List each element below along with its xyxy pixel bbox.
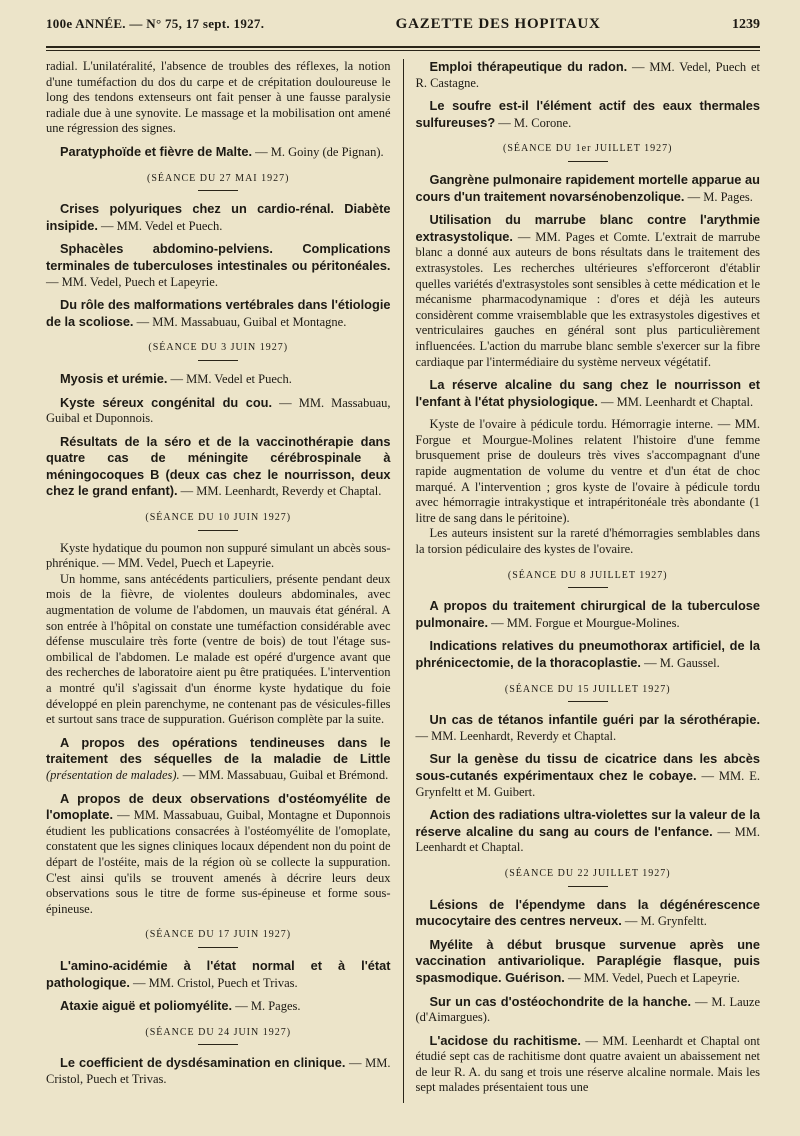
entry-authors: — M. Corone. xyxy=(498,115,572,130)
entry xyxy=(46,371,391,388)
page-header xyxy=(46,16,760,40)
entry xyxy=(46,998,391,1015)
session-heading: (SÉANCE DU 24 JUIN 1927) xyxy=(145,1026,292,1038)
right-column xyxy=(404,59,761,1103)
entry xyxy=(416,897,761,930)
entry-title: Lésions de l'épendyme dans la dégénérescence mucocytaire des centres nerveux. xyxy=(415,896,760,929)
entry-title: L'acidose du rachitisme. xyxy=(429,1032,581,1048)
entry xyxy=(416,712,761,744)
entry-title: Sur un cas d'ostéochondrite de la hanche. xyxy=(429,993,692,1009)
entry-title: Résultats de la séro et de la vaccinothérapie dans quatre cas de méningite cérébrospinale à méningocoques B (deux cas chez le nourrisson, deux chez le grand enfant). xyxy=(46,433,391,499)
entry-authors: — MM. Massabuau, Guibal et Brémond. xyxy=(182,767,389,782)
entry-title: A propos de deux observations d'ostéomyélite de l'omoplate. xyxy=(46,790,391,823)
entry-authors: — MM. Massabuau, Guibal, Montagne et Duponnois xyxy=(117,808,391,823)
journal-title: GAZETTE DES HOPITAUX xyxy=(395,16,601,32)
entry xyxy=(46,791,391,918)
entry-note: (présentation de malades). xyxy=(46,767,180,782)
session-heading: (SÉANCE DU 15 JUILLET 1927) xyxy=(504,683,671,695)
entry-title: Gangrène pulmonaire rapidement mortelle apparue au cours d'un traitement novarsénobenzolique. xyxy=(415,171,760,204)
entry xyxy=(416,598,761,631)
entry-title: Paratyphoïde et fièvre de Malte. xyxy=(60,143,253,159)
entry xyxy=(46,1055,391,1087)
session-rule xyxy=(568,587,608,588)
left-column xyxy=(46,59,403,1103)
session-rule xyxy=(198,530,238,531)
entry-authors: — MM. Forgue et Mourgue-Molines. xyxy=(491,615,680,630)
columns xyxy=(46,59,760,1103)
entry xyxy=(416,807,761,856)
session-heading: (SÉANCE DU 17 JUIN 1927) xyxy=(145,929,292,941)
entry-authors: — MM. Vedel, Puech et Lapeyrie. xyxy=(46,274,218,289)
entry-title: Kyste hydatique du poumon non suppuré simulant un abcès sous-phrénique. xyxy=(46,540,391,571)
session-rule xyxy=(198,1044,238,1045)
entry xyxy=(416,1033,761,1096)
entry-title: Sphacèles abdomino-pelviens. Complications terminales de tuberculoses intestinales ou péritonéales. xyxy=(46,241,391,273)
session-heading: (SÉANCE DU 27 MAI 1927) xyxy=(147,172,290,184)
session-heading: (SÉANCE DU 22 JUILLET 1927) xyxy=(504,867,671,879)
entry-title: L'amino-acidémie à l'état normal et à l'état pathologique. xyxy=(46,957,391,990)
entry xyxy=(46,297,391,330)
entry-authors: — MM. Vedel et Puech. xyxy=(101,218,223,233)
page-number: 1239 xyxy=(731,17,760,32)
session-rule xyxy=(568,161,608,162)
entry-title: Un cas de tétanos infantile guéri par la sérothérapie. xyxy=(429,712,760,728)
entry xyxy=(416,59,761,91)
entry-body: ont étudié sept cas de rachitisme dont quatre avaient un abaissement net de leur R. A. du sang et trois une réserve alcaline normale. Mais les sept malades présentaient tous une xyxy=(415,1033,760,1095)
entry-body: Les auteurs insistent sur la rareté d'hémorragies semblables dans la torsion pédiculaire des kystes de l'ovaire. xyxy=(415,526,760,557)
entry-authors: — M. Pages. xyxy=(235,999,301,1014)
entry-authors: — MM. Leenhardt, Reverdy et Chaptal. xyxy=(180,484,382,499)
session-heading: (SÉANCE DU 1er JUILLET 1927) xyxy=(503,143,673,155)
entry-title: Du rôle des malformations vertébrales dans l'étiologie de la scoliose. xyxy=(46,297,391,329)
entry xyxy=(416,98,761,131)
session-heading: (SÉANCE DU 3 JUIN 1927) xyxy=(148,342,289,354)
entry-title: Myosis et urémie. xyxy=(60,370,168,386)
entry xyxy=(416,937,761,987)
entry-authors: — MM. Vedel, Puech et R. Castagne. xyxy=(415,60,760,90)
entry-authors: — MM. Pages et Comte. xyxy=(517,229,651,244)
session-rule xyxy=(568,886,608,887)
entry-title: Le soufre est-il l'élément actif des eaux thermales sulfureuses? xyxy=(415,98,760,130)
entry-title: Kyste de l'ovaire à pédicule tordu. Hémorragie interne. xyxy=(429,417,714,432)
entry-authors: — MM. Vedel, Puech et Lapeyrie. xyxy=(102,556,275,571)
entry xyxy=(416,638,761,671)
entry-title: Sur la genèse du tissu de cicatrice dans les abcès sous-cutanés expérimentaux chez le cobaye. xyxy=(415,751,760,783)
entry-authors: — MM. Massabuau, Guibal et Montagne. xyxy=(136,314,347,329)
entry-authors: — M. Gaussel. xyxy=(644,656,720,670)
entry-title: Indications relatives du pneumothorax artificiel, de la phrénicectomie, de la thoracoplastie. xyxy=(415,638,760,670)
entry-body: étudient les publications consacrées à l'ostéomyélite de l'omoplate, constatent que les signes cliniques locaux dépendent non du point de départ de l'ostéite, mais de la région où se collecte la suppuration. C'est ainsi qu'ils se trouvent amenés à décrire leurs deux observations sous le titre de forme sus-épineuse et forme sous-épineuse. xyxy=(46,823,391,916)
entry xyxy=(416,377,761,410)
entry-authors: — MM. Cristol, Puech et Trivas. xyxy=(133,975,298,990)
entry-title: Emploi thérapeutique du radon. xyxy=(429,59,628,74)
entry-authors: — MM. Leenhardt et Chaptal. xyxy=(415,824,761,855)
entry xyxy=(46,735,391,784)
entry-authors: — MM. Leenhardt, Reverdy et Chaptal. xyxy=(415,728,617,743)
entry-authors: — M. Pages. xyxy=(687,189,753,204)
session-rule xyxy=(198,947,238,948)
entry-authors: — MM. Vedel, Puech et Lapeyrie. xyxy=(567,970,740,985)
entry-authors: — MM. Massabuau, Guibal et Duponnois. xyxy=(46,395,391,426)
session-rule xyxy=(198,360,238,361)
entry-authors: — MM. Leenhardt et Chaptal. xyxy=(601,394,754,409)
entry xyxy=(46,241,391,290)
entry xyxy=(416,994,761,1026)
entry xyxy=(46,144,391,161)
entry-authors: — M. Goiny (de Pignan). xyxy=(255,144,384,159)
entry xyxy=(46,395,391,427)
entry-body: Un homme, sans antécédents particuliers, présente pendant deux mois de la fièvre, de violentes douleurs abdominales, avec augmentation de volume de l'abdomen, un mauvais état général. A son entrée à l'hôpital on constate une tuméfaction considérable avec défense musculaire très forte (ventre de bois) de tout l'étage sus-ombilical de l'abdomen. Le malade est opéré d'urgence avant que des recherches de laboratoire aient pu être pratiquées. L'intervention a montré qu'il s'agissait d'un énorme kyste hydatique du foie développé en plein parenchyme, ne contenant pas de vésicules-filles et surtout sans trace de suppuration. Guérison complète par la suite. xyxy=(46,571,391,727)
session-rule xyxy=(568,701,608,702)
entry-title: Crises polyuriques chez un cardio-rénal. Diabète insipide. xyxy=(46,201,391,233)
entry-title: A propos des opérations tendineuses dans le traitement des séquelles de la maladie de Little xyxy=(46,734,391,767)
entry xyxy=(416,417,761,526)
entry-authors: — M. Lauze (d'Aimargues). xyxy=(415,994,760,1025)
entry-title: Utilisation du marrube blanc contre l'arythmie extrasystolique. xyxy=(415,212,760,244)
issue-info: 100e ANNÉE. — N° 75, 17 sept. 1927. xyxy=(46,16,265,31)
intro-paragraph: radial. L'unilatéralité, l'absence de troubles des réflexes, la notion d'une tuméfaction du dos du carpe et de crépitation douloureuse le long des tendons extenseurs ont fait penser à une fausse paralysie radiale due à une synovite. Le massage et la mobilisation ont amené une régression des signes. xyxy=(46,59,391,136)
entry-authors: — M. Grynfeltt. xyxy=(624,914,707,929)
entry-body: relatent l'histoire d'une femme brusquement prise de douleurs très vives s'accompagnant d'une rapide augmentation de volume du ventre et d'un état de choc marqué. A l'intervention ; gros kyste de l'ovaire à pédicule tordu avec hémorragie intrakystique et intrapéritonéale très abondante (1 litre de sang dans le péritoine). xyxy=(415,432,760,525)
entry-title: A propos du traitement chirurgical de la tuberculose pulmonaire. xyxy=(415,598,760,630)
entry-body: L'extrait de marrube blanc a donné aux auteurs de bons résultats dans le traitement des extrasystoles. Les recherches ultérieures s'efforceront d'établir quelles variétés d'extrasystoles sont sensibles à cette médication et le mécanisme pharmacodynamique : d'ores et déjà les auteurs considèrent comme vraisemblable que les extrasystoles digestives et ventriculaires gauches en général sont plus particulièrement influencées. L'action du marrube blanc semble s'exercer sur la fibre cardiaque par l'intermédiaire du système nerveux végétatif. xyxy=(415,229,761,369)
entry xyxy=(416,751,761,800)
entry-title: Myélite à début brusque survenue après une vaccination antivariolique. Paraplégie flasque, puis spasmodique. Guérison. xyxy=(415,936,760,985)
entry xyxy=(416,212,761,370)
header-rule xyxy=(46,46,760,51)
entry xyxy=(46,958,391,991)
entry-authors: — MM. Leenhardt et Chaptal xyxy=(585,1033,740,1048)
session-heading: (SÉANCE DU 8 JUILLET 1927) xyxy=(507,569,668,581)
entry xyxy=(46,434,391,500)
entry-title: Kyste séreux congénital du cou. xyxy=(60,394,273,410)
session-heading: (SÉANCE DU 10 JUIN 1927) xyxy=(145,512,292,524)
entry xyxy=(46,201,391,234)
entry-authors: — MM. Vedel et Puech. xyxy=(170,371,292,386)
entry-title: Le coefficient de dysdésamination en clinique. xyxy=(60,1055,346,1071)
session-rule xyxy=(198,190,238,191)
entry xyxy=(416,172,761,205)
entry-authors: — MM. E. Grynfeltt et M. Guibert. xyxy=(415,768,760,799)
entry-authors: — MM. Cristol, Puech et Trivas. xyxy=(46,1056,391,1086)
entry-title: Ataxie aiguë et poliomyélite. xyxy=(60,998,233,1014)
entry-title: La réserve alcaline du sang chez le nourrisson et l'enfant à l'état physiologique. xyxy=(415,377,760,409)
entry-title: Action des radiations ultra-violettes sur la valeur de la réserve alcaline du sang au cours de l'enfance. xyxy=(415,807,760,839)
entry-authors: — MM. Forgue et Mourgue-Molines xyxy=(415,417,760,447)
entry xyxy=(46,541,391,572)
